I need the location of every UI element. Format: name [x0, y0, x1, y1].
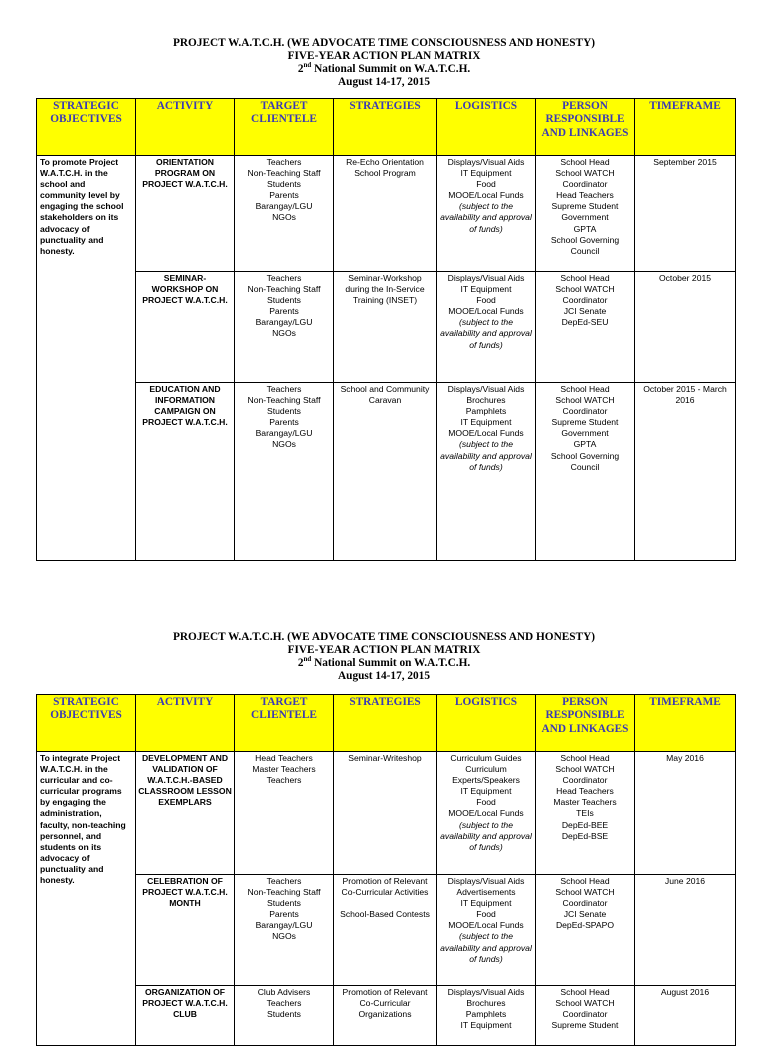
clientele-item: NGOs	[272, 439, 296, 450]
action-plan-table	[36, 98, 736, 561]
clientele-cell	[235, 752, 334, 875]
clientele-item: Barangay/LGU	[255, 920, 313, 931]
person-item: GPTA	[573, 223, 597, 234]
spacer	[336, 898, 434, 909]
document-subtitle: FIVE-YEAR ACTION PLAN MATRIX	[287, 644, 481, 656]
summit-line	[0, 657, 768, 670]
clientele-item: Teachers	[266, 384, 302, 394]
clientele-item: Teachers	[266, 876, 302, 886]
strategies-cell	[334, 752, 437, 875]
column-header: LOGISTICS	[437, 695, 536, 752]
clientele-item: Students	[267, 406, 301, 417]
logistics-item: Food	[476, 909, 496, 920]
logistics-item: MOOE/Local Funds	[448, 428, 524, 439]
timeframe-cell: September 2015	[635, 156, 736, 272]
logistics-cell	[437, 986, 536, 1046]
clientele-item: Teachers	[266, 273, 302, 283]
timeframe-cell: June 2016	[635, 875, 736, 986]
objective-cell: To promote Project W.A.T.C.H. in the school and community level by engaging the school stakeholders on its advocacy of punctuality and honesty.	[37, 156, 136, 561]
logistics-item: MOOE/Local Funds	[448, 190, 524, 201]
persons-cell	[536, 875, 635, 986]
person-item: Master Teachers	[553, 797, 617, 808]
clientele-item: NGOs	[272, 328, 296, 339]
summit-number: 2	[297, 657, 304, 669]
person-item: School Head	[560, 753, 610, 763]
clientele-item: Master Teachers	[252, 764, 316, 775]
clientele-item: Parents	[269, 909, 299, 920]
logistics-item: IT Equipment	[460, 786, 512, 797]
table-row	[37, 986, 736, 1046]
person-item: School Head	[560, 157, 610, 167]
page-header	[0, 594, 768, 683]
person-item: Head Teachers	[556, 786, 614, 797]
table-row	[37, 752, 736, 875]
person-item: School Governing Council	[550, 450, 620, 472]
logistics-item: IT Equipment	[460, 284, 512, 295]
logistics-item: Brochures	[466, 395, 506, 406]
logistics-item: MOOE/Local Funds	[448, 920, 524, 931]
clientele-item: Non-Teaching Staff	[247, 284, 321, 295]
table-row	[37, 383, 736, 561]
clientele-item: Parents	[269, 190, 299, 201]
logistics-cell	[437, 383, 536, 561]
logistics-item: Displays/Visual Aids	[447, 273, 525, 283]
logistics-item: Pamphlets	[465, 406, 507, 417]
column-header: TARGET CLIENTELE	[235, 695, 334, 752]
strategy-item: Seminar-Writeshop	[348, 753, 422, 763]
logistics-item: Food	[476, 295, 496, 306]
logistics-item: Displays/Visual Aids	[447, 876, 525, 886]
logistics-item: Curriculum Guides	[450, 753, 522, 763]
person-item: Head Teachers	[556, 190, 614, 201]
funding-note: (subject to the availability and approval of funds)	[440, 931, 532, 964]
timeframe-cell: May 2016	[635, 752, 736, 875]
person-item: School WATCH Coordinator	[555, 998, 615, 1020]
logistics-item: Advertisements	[456, 887, 516, 898]
funding-note: (subject to the availability and approval of funds)	[440, 819, 532, 852]
person-item: School Head	[560, 384, 610, 394]
objective-cell: To integrate Project W.A.T.C.H. in the curricular and co-curricular programs by engaging the administration, faculty, non-teaching personnel, and students on its advocacy of punctuality and honesty.	[37, 752, 136, 1046]
strategies-cell	[334, 156, 437, 272]
page-1	[0, 0, 768, 472]
strategies-cell	[334, 272, 437, 383]
funding-note: (subject to the availability and approval of funds)	[440, 439, 532, 472]
clientele-item: Parents	[269, 417, 299, 428]
clientele-cell	[235, 272, 334, 383]
person-item: GPTA	[573, 439, 597, 450]
person-item: TEIs	[576, 808, 594, 819]
logistics-item: Food	[476, 797, 496, 808]
column-header: STRATEGIC OBJECTIVES	[37, 99, 136, 156]
logistics-item: MOOE/Local Funds	[448, 808, 524, 819]
clientele-item: Teachers	[266, 998, 302, 1009]
clientele-item: Barangay/LGU	[255, 317, 313, 328]
strategy-item: Re-Echo Orientation	[346, 157, 424, 167]
logistics-cell	[437, 875, 536, 986]
strategies-cell	[334, 383, 437, 561]
clientele-item: Students	[267, 1009, 301, 1020]
strategy-item: School Program	[354, 168, 416, 179]
funding-note: (subject to the availability and approval of funds)	[440, 317, 532, 350]
person-item: School WATCH Coordinator	[555, 764, 615, 786]
timeframe-cell: August 2016	[635, 986, 736, 1046]
person-item: School WATCH Coordinator	[555, 168, 615, 190]
clientele-item: Non-Teaching Staff	[247, 168, 321, 179]
strategy-item: Promotion of Relevant Co-Curricular Organizations	[342, 987, 428, 1020]
logistics-item: Displays/Visual Aids	[447, 157, 525, 167]
person-item: School Governing Council	[550, 234, 620, 256]
column-header: TIMEFRAME	[635, 99, 736, 156]
column-header: ACTIVITY	[136, 99, 235, 156]
activity-cell: CELEBRATION OF PROJECT W.A.T.C.H. MONTH	[136, 875, 235, 986]
clientele-item: NGOs	[272, 212, 296, 223]
person-item: JCI Senate	[563, 306, 607, 317]
clientele-item: Parents	[269, 306, 299, 317]
column-header: STRATEGIES	[334, 99, 437, 156]
table-header-row	[37, 695, 736, 752]
strategies-cell	[334, 875, 437, 986]
logistics-item: MOOE/Local Funds	[448, 306, 524, 317]
person-item: JCI Senate	[563, 909, 607, 920]
person-item: School WATCH Coordinator	[555, 284, 615, 306]
column-header: PERSON RESPONSIBLE AND LINKAGES	[536, 695, 635, 752]
action-plan-table	[36, 694, 736, 1046]
table-row	[37, 156, 736, 272]
funding-note: (subject to the availability and approval of funds)	[440, 201, 532, 234]
timeframe-cell: October 2015 - March 2016	[635, 383, 736, 561]
column-header: LOGISTICS	[437, 99, 536, 156]
activity-cell: DEVELOPMENT AND VALIDATION OF W.A.T.C.H.-BASED CLASSROOM LESSON EXEMPLARS	[136, 752, 235, 875]
clientele-item: Club Advisers	[257, 987, 311, 997]
clientele-item: Teachers	[266, 775, 302, 786]
timeframe-cell: October 2015	[635, 272, 736, 383]
strategy-item: School-Based Contests	[340, 909, 430, 920]
person-item: DepEd-BSE	[561, 830, 609, 841]
person-item: Supreme Student	[551, 1020, 619, 1031]
clientele-item: Non-Teaching Staff	[247, 395, 321, 406]
persons-cell	[536, 156, 635, 272]
clientele-cell	[235, 875, 334, 986]
summit-ordinal: nd	[303, 655, 312, 664]
page-header	[0, 0, 768, 89]
logistics-item: Food	[476, 179, 496, 190]
column-header: TIMEFRAME	[635, 695, 736, 752]
clientele-cell	[235, 156, 334, 272]
document-subtitle: FIVE-YEAR ACTION PLAN MATRIX	[287, 50, 481, 62]
column-header: ACTIVITY	[136, 695, 235, 752]
persons-cell	[536, 383, 635, 561]
logistics-item: Brochures	[466, 998, 506, 1009]
column-header: TARGET CLIENTELE	[235, 99, 334, 156]
person-item: DepEd-BEE	[561, 819, 609, 830]
logistics-item: IT Equipment	[460, 1020, 512, 1031]
document-title: PROJECT W.A.T.C.H. (WE ADVOCATE TIME CONSCIOUSNESS AND HONESTY)	[172, 631, 596, 643]
strategy-item: School and Community Caravan	[340, 384, 430, 406]
column-header: PERSON RESPONSIBLE AND LINKAGES	[536, 99, 635, 156]
person-item: School Head	[560, 987, 610, 997]
persons-cell	[536, 272, 635, 383]
page-2	[0, 594, 768, 1031]
summit-number: 2	[297, 63, 304, 75]
logistics-item: IT Equipment	[460, 417, 512, 428]
summit-date: August 14-17, 2015	[338, 76, 430, 88]
logistics-item: IT Equipment	[460, 168, 512, 179]
summit-line	[0, 63, 768, 76]
summit-name: National Summit on W.A.T.C.H.	[311, 657, 471, 669]
clientele-item: Non-Teaching Staff	[247, 887, 321, 898]
clientele-item: NGOs	[272, 931, 296, 942]
clientele-item: Teachers	[266, 157, 302, 167]
logistics-item: Displays/Visual Aids	[447, 987, 525, 997]
logistics-cell	[437, 272, 536, 383]
summit-ordinal: nd	[303, 61, 312, 70]
clientele-item: Students	[267, 179, 301, 190]
person-item: School Head	[560, 876, 610, 886]
column-header: STRATEGIC OBJECTIVES	[37, 695, 136, 752]
clientele-cell	[235, 986, 334, 1046]
logistics-item: Displays/Visual Aids	[447, 384, 525, 394]
person-item: Supreme Student Government	[551, 417, 619, 439]
person-item: Supreme Student Government	[551, 201, 619, 223]
logistics-item: Pamphlets	[465, 1009, 507, 1020]
person-item: School WATCH Coordinator	[555, 395, 615, 417]
table-header-row	[37, 99, 736, 156]
clientele-item: Head Teachers	[255, 753, 313, 763]
logistics-cell	[437, 752, 536, 875]
summit-date: August 14-17, 2015	[338, 670, 430, 682]
person-item: School Head	[560, 273, 610, 283]
logistics-cell	[437, 156, 536, 272]
strategy-item: Promotion of Relevant Co-Curricular Activities	[341, 876, 429, 898]
persons-cell	[536, 752, 635, 875]
strategy-item: Seminar-Workshop during the In-Service Training (INSET)	[345, 273, 425, 306]
clientele-cell	[235, 383, 334, 561]
person-item: DepEd-SPAPO	[555, 920, 615, 931]
table-row	[37, 272, 736, 383]
strategies-cell	[334, 986, 437, 1046]
column-header: STRATEGIES	[334, 695, 437, 752]
clientele-item: Barangay/LGU	[255, 201, 313, 212]
activity-cell: ORIENTATION PROGRAM ON PROJECT W.A.T.C.H.	[136, 156, 235, 272]
activity-cell: EDUCATION AND INFORMATION CAMPAIGN ON PROJECT W.A.T.C.H.	[136, 383, 235, 561]
person-item: DepEd-SEU	[561, 317, 609, 328]
activity-cell: ORGANIZATION OF PROJECT W.A.T.C.H. CLUB	[136, 986, 235, 1046]
activity-cell: SEMINAR-WORKSHOP ON PROJECT W.A.T.C.H.	[136, 272, 235, 383]
clientele-item: Barangay/LGU	[255, 428, 313, 439]
person-item: School WATCH Coordinator	[555, 887, 615, 909]
document-title: PROJECT W.A.T.C.H. (WE ADVOCATE TIME CONSCIOUSNESS AND HONESTY)	[172, 37, 596, 49]
logistics-item: IT Equipment	[460, 898, 512, 909]
logistics-item: Curriculum Experts/Speakers	[452, 764, 520, 786]
table-row	[37, 875, 736, 986]
clientele-item: Students	[267, 295, 301, 306]
summit-name: National Summit on W.A.T.C.H.	[311, 63, 471, 75]
persons-cell	[536, 986, 635, 1046]
clientele-item: Students	[267, 898, 301, 909]
